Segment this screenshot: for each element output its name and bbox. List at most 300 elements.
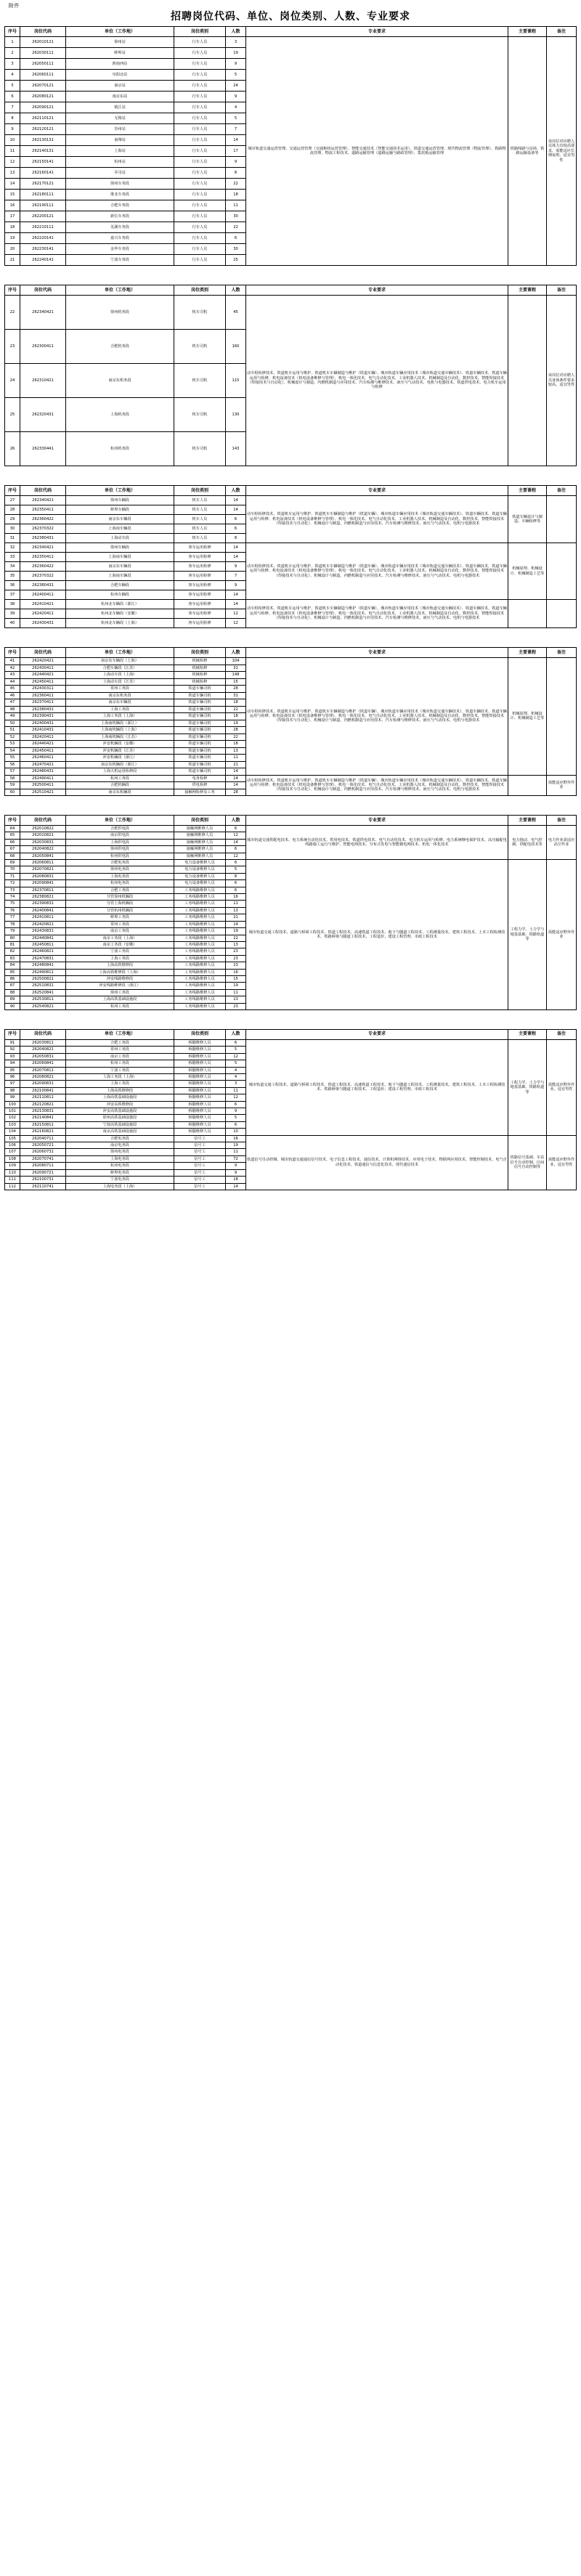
header-no: 序号 (5, 285, 20, 296)
cell-type: 行车人员 (174, 222, 226, 233)
cell-code: 262360411 (20, 692, 66, 699)
cell-unit: 阜阳北站 (66, 70, 174, 81)
cell-count: 6 (226, 826, 246, 832)
cell-major: 城市轨道交通工程技术、道路与桥梁工程技术、铁道工程技术、高速铁道工程技术、地下与隧道工程技术、工程测量技术、建筑工程技术、土木工程检测技术、铁路桥梁与隧道工程技术、工程造价、建设工程管理、市政工程技术 (246, 860, 508, 1010)
cell-remark (547, 543, 577, 600)
header-unit: 单位（工作地） (66, 486, 174, 496)
cell-type: 铁道车辆司机 (174, 706, 226, 713)
cell-no: 54 (5, 747, 20, 755)
cell-unit: 徐州工务段 (66, 989, 174, 996)
cell-code: 262090841 (20, 880, 66, 887)
cell-code: 262050841 (20, 853, 66, 859)
header-course: 主要课程 (508, 816, 547, 826)
cell-count: 12 (226, 1053, 246, 1060)
cell-major: 动车组检修技术、铁道机车运用与维护、铁道机车车辆制造与维护（铁道车辆）、城市轨道车辆应用技术（城市轨道交通车辆技术）、铁道车辆技术、铁道车辆运用与检修、机电设备技术（机电设备维修与管理）、机电一体化技术、电气自动化技术、工业机器人技术、机械制造及自动化、数控技术、智能焊接技术（焊接技术与自动化）、机械设计与制造、内燃机制造与应用技术、汽车检测与维修技术、液压与气动技术、电机与电器技术、铁道供电技术、电力机车运用与检修 (246, 296, 508, 466)
cell-count: 12 (226, 832, 246, 839)
cell-unit: 合肥电务段 (66, 1135, 174, 1142)
header-count: 人数 (226, 816, 246, 826)
cell-count: 9 (226, 59, 246, 70)
cell-type: 桥隧维修人员 (174, 1121, 226, 1128)
cell-no: 107 (5, 1149, 20, 1155)
cell-type: 铁道车辆司机 (174, 720, 226, 727)
header-unit: 单位（工作地） (66, 816, 174, 826)
cell-count: 13 (226, 996, 246, 1003)
cell-no: 9 (5, 124, 20, 135)
cell-count: 148 (226, 672, 246, 679)
cell-code: 262380431 (20, 706, 66, 713)
cell-unit: 上海工务段 (66, 955, 174, 962)
cell-unit: 分管徐州机辆段 (66, 894, 174, 901)
cell-code: 262330441 (20, 432, 66, 466)
cell-major: 动车组检修技术、铁道机车运用与维护、铁道机车车辆制造与维护（铁道车辆）、城市轨道车辆应用技术（城市轨道交通车辆技术）、铁道车辆技术、铁道车辆运用与检修、机电设备技术（机电设备维修与管理）、机电一体化技术、电气自动化技术、工业机器人技术、机械制造及自动化、数控技术、智能焊接技术（焊接技术与自动化）、机械设计与制造、内燃机制造与应用技术、汽车检测与维修技术、液压与气动技术、电机与电器技术 (246, 775, 508, 796)
cell-no: 70 (5, 866, 20, 873)
cell-type: 客车运用检修 (174, 581, 226, 590)
cell-no: 48 (5, 706, 20, 713)
cell-count: 5 (226, 1047, 246, 1053)
cell-type: 接触网维修人员 (174, 832, 226, 839)
cell-unit: 徐州机务段 (66, 296, 174, 330)
table-header-row (5, 486, 577, 496)
cell-unit: 蚌埠电务段 (66, 1169, 174, 1176)
cell-unit: 南京东机务段 (66, 692, 174, 699)
cell-unit: 上海南车辆段 (66, 524, 174, 534)
cell-code: 262090831 (20, 1081, 66, 1087)
cell-count: 15 (226, 975, 246, 982)
header-unit: 单位（工作地） (66, 285, 174, 296)
header-code: 岗位代码 (20, 1029, 66, 1039)
cell-type: 机车人员 (174, 496, 226, 505)
cell-unit: 萍安机辆段（江苏） (66, 747, 174, 755)
cell-code: 262370411 (20, 699, 66, 707)
cell-unit: 上海南车辆段 (66, 553, 174, 562)
cell-count: 8 (226, 534, 246, 543)
cell-type: 工务线路维修人员 (174, 996, 226, 1003)
cell-no: 105 (5, 1135, 20, 1142)
cell-count: 11 (226, 901, 246, 907)
table-row (5, 860, 577, 866)
cell-type: 行车人员 (174, 255, 226, 266)
cell-type: 工务线路维修人员 (174, 907, 226, 914)
header-no: 序号 (5, 648, 20, 658)
cell-no: 98 (5, 1087, 20, 1094)
cell-count: 5 (226, 1060, 246, 1067)
cell-count: 72 (226, 1155, 246, 1162)
cell-count: 19 (226, 1142, 246, 1149)
cell-type: 工务线路维修人员 (174, 894, 226, 901)
cell-code: 262410421 (20, 600, 66, 609)
table-row (5, 37, 577, 48)
cell-no: 4 (5, 70, 20, 81)
cell-unit: 宁波工务段 (66, 1067, 174, 1073)
cell-unit: 无锡站 (66, 113, 174, 124)
cell-count: 10 (226, 1129, 246, 1135)
cell-unit: 徐州电务段 (66, 1149, 174, 1155)
cell-unit: 宁波工务段 (66, 948, 174, 955)
table-row (5, 296, 577, 330)
cell-no: 78 (5, 921, 20, 927)
cell-no: 92 (5, 1047, 20, 1053)
cell-unit: 合肥机辆段 (66, 782, 174, 789)
cell-type: 铁道车辆司机 (174, 741, 226, 748)
cell-code: 262340421 (20, 543, 66, 553)
header-course: 主要课程 (508, 27, 547, 37)
cell-course: 铁路信号基础、车站信号自动控制、区间信号自动控制等 (508, 1135, 547, 1190)
cell-type: 行车人员 (174, 190, 226, 200)
cell-code: 262160141 (20, 168, 66, 179)
cell-type: 行车人员 (174, 135, 226, 146)
header-code: 岗位代码 (20, 648, 66, 658)
table-4 (4, 647, 577, 796)
table-gap (4, 1010, 577, 1029)
cell-count: 4 (226, 1074, 246, 1081)
cell-count: 14 (226, 1183, 246, 1190)
cell-code: 262070121 (20, 81, 66, 92)
table-6 (4, 1029, 577, 1190)
cell-code: 262020821 (20, 832, 66, 839)
cell-type: 客车运用检修 (174, 562, 226, 572)
cell-count: 15 (226, 678, 246, 686)
cell-count: 16 (226, 1135, 246, 1142)
cell-no: 57 (5, 768, 20, 776)
cell-unit: 芜湖车务段 (66, 222, 174, 233)
cell-unit: 南京东车辆段（上海） (66, 658, 174, 665)
cell-unit: 蚌埠工务段 (66, 914, 174, 921)
cell-type: 机车人员 (174, 515, 226, 524)
cell-code: 262100841 (20, 1087, 66, 1094)
cell-type: 行车人员 (174, 157, 226, 168)
cell-course: 电力拖动、电气控制、供配电技术等 (508, 826, 547, 860)
cell-code: 262070811 (20, 1067, 66, 1073)
cell-no: 66 (5, 839, 20, 845)
cell-type: 工务线路维修人员 (174, 935, 226, 941)
cell-unit: 杭州北车辆段（浙江） (66, 600, 174, 609)
cell-no: 39 (5, 609, 20, 619)
cell-type: 桥隧维修人员 (174, 1060, 226, 1067)
cell-unit: 淮南西站 (66, 59, 174, 70)
cell-type: 信号工 (174, 1155, 226, 1162)
header-no: 序号 (5, 27, 20, 37)
cell-count: 18 (226, 699, 246, 707)
cell-type: 供电检修 (174, 782, 226, 789)
cell-type: 行车人员 (174, 179, 226, 190)
cell-unit: 上海动车段（上海） (66, 672, 174, 679)
cell-count: 30 (226, 244, 246, 255)
cell-code: 262060841 (20, 1060, 66, 1067)
cell-unit: 合肥机务段 (66, 330, 174, 364)
cell-code: 262400841 (20, 907, 66, 914)
cell-no: 44 (5, 678, 20, 686)
cell-code: 262360422 (20, 515, 66, 524)
cell-code: 262370322 (20, 524, 66, 534)
cell-no: 111 (5, 1177, 20, 1183)
cell-no: 95 (5, 1067, 20, 1073)
cell-count: 14 (226, 553, 246, 562)
cell-count: 9 (226, 1169, 246, 1176)
cell-code: 262530811 (20, 996, 66, 1003)
cell-code: 262490811 (20, 969, 66, 975)
cell-type: 行车人员 (174, 102, 226, 113)
cell-unit: 合肥车辆段（江苏） (66, 665, 174, 672)
cell-code: 262050721 (20, 1142, 66, 1149)
cell-code: 262310421 (20, 364, 66, 398)
header-type: 岗位类别 (174, 648, 226, 658)
cell-unit: 南京工务段 (66, 928, 174, 935)
cell-no: 56 (5, 761, 20, 768)
cell-count: 9 (226, 1108, 246, 1115)
cell-type: 电力设备维修人员 (174, 873, 226, 879)
cell-count: 23 (226, 948, 246, 955)
cell-count: 16 (226, 969, 246, 975)
cell-unit: 南京东机务段 (66, 364, 174, 398)
cell-code: 262080831 (20, 873, 66, 879)
cell-count: 22 (226, 935, 246, 941)
cell-unit: 南京东车辆段 (66, 515, 174, 524)
cell-no: 47 (5, 699, 20, 707)
cell-code: 262010822 (20, 826, 66, 832)
cell-type: 工务线路维修人员 (174, 975, 226, 982)
cell-no: 21 (5, 255, 20, 266)
cell-type: 信号工 (174, 1135, 226, 1142)
cell-type: 工务线路维修人员 (174, 989, 226, 996)
header-code: 岗位代码 (20, 486, 66, 496)
cell-count: 14 (226, 839, 246, 845)
cell-no: 85 (5, 969, 20, 975)
cell-type: 电力设备维修人员 (174, 866, 226, 873)
cell-unit: 杭州工务段 (66, 775, 174, 782)
cell-type: 桥隧维修人员 (174, 1101, 226, 1108)
cell-type: 工务线路维修人员 (174, 941, 226, 948)
cell-unit: 上海大机运用检修段 (66, 768, 174, 776)
cell-no: 29 (5, 515, 20, 524)
cell-type: 行车人员 (174, 81, 226, 92)
cell-count: 8 (226, 873, 246, 879)
cell-type: 铁道车辆司机 (174, 755, 226, 762)
header-count: 人数 (226, 27, 246, 37)
cell-count: 30 (226, 211, 246, 222)
cell-unit: 镇江站 (66, 102, 174, 113)
cell-code: 262440421 (20, 672, 66, 679)
cell-type: 机车人员 (174, 534, 226, 543)
cell-no: 108 (5, 1155, 20, 1162)
cell-code: 262540821 (20, 1003, 66, 1009)
cell-no: 2 (5, 48, 20, 59)
cell-count: 18 (226, 741, 246, 748)
cell-unit: 分管上海机辆段 (66, 901, 174, 907)
cell-code: 262380821 (20, 894, 66, 901)
cell-no: 18 (5, 222, 20, 233)
cell-count: 14 (226, 921, 246, 927)
cell-count: 23 (226, 1003, 246, 1009)
header-no: 序号 (5, 816, 20, 826)
cell-no: 100 (5, 1101, 20, 1108)
cell-no: 80 (5, 935, 20, 941)
cell-code: 262460411 (20, 755, 66, 762)
cell-no: 86 (5, 975, 20, 982)
cell-type: 客车运用检修 (174, 543, 226, 553)
cell-code: 262370322 (20, 572, 66, 581)
cell-code: 262190111 (20, 200, 66, 211)
cell-type: 铁道车辆司机 (174, 699, 226, 707)
header-remark: 备注 (547, 27, 577, 37)
cell-code: 262420821 (20, 921, 66, 927)
cell-count: 14 (226, 505, 246, 515)
cell-no: 89 (5, 996, 20, 1003)
cell-no: 84 (5, 962, 20, 969)
header-no: 序号 (5, 1029, 20, 1039)
cell-type: 客车运用检修 (174, 553, 226, 562)
cell-no: 35 (5, 572, 20, 581)
cell-unit: 上海电务段（上海） (66, 1183, 174, 1190)
table-1 (4, 26, 577, 266)
cell-no: 38 (5, 600, 20, 609)
cell-no: 28 (5, 505, 20, 515)
cell-code: 262080821 (20, 1074, 66, 1081)
cell-unit: 杭州供电段 (66, 853, 174, 859)
header-course: 主要课程 (508, 486, 547, 496)
cell-code: 262050111 (20, 59, 66, 70)
cell-no: 77 (5, 914, 20, 921)
cell-code: 262130831 (20, 1108, 66, 1115)
table-gap (4, 266, 577, 285)
cell-no: 65 (5, 832, 20, 839)
cell-remark: 需能适应野外作业，适宜男性 (547, 1135, 577, 1190)
cell-unit: 上海南机辆段（浙江） (66, 720, 174, 727)
cell-unit: 南京工务段 (66, 1053, 174, 1060)
cell-no: 36 (5, 581, 20, 590)
cell-type: 铁道车辆司机 (174, 686, 226, 693)
cell-remark (547, 600, 577, 628)
cell-remark: 该岗位对应聘人员体力有较高要求，需能适应长期夜班，适宜男性 (547, 37, 577, 266)
header-major: 专业要求 (246, 285, 508, 296)
cell-no: 53 (5, 741, 20, 748)
cell-unit: 上海南机辆段（江苏） (66, 734, 174, 741)
header-unit: 单位（工作地） (66, 648, 174, 658)
cell-type: 工务线路维修人员 (174, 914, 226, 921)
header-remark: 备注 (547, 486, 577, 496)
cell-count: 115 (226, 364, 246, 398)
cell-no: 68 (5, 853, 20, 859)
cell-code: 262390431 (20, 713, 66, 720)
header-unit: 单位（工作地） (66, 27, 174, 37)
cell-type: 接触网维修人员 (174, 853, 226, 859)
cell-code: 262470831 (20, 955, 66, 962)
cell-code: 262340421 (20, 296, 66, 330)
cell-type: 电力设备维修人员 (174, 860, 226, 866)
cell-no: 73 (5, 887, 20, 893)
cell-no: 71 (5, 873, 20, 879)
cell-type: 机车司机 (174, 398, 226, 432)
cell-count: 14 (226, 496, 246, 505)
cell-type: 行车人员 (174, 37, 226, 48)
cell-count: 16 (226, 894, 246, 901)
document-page (0, 0, 581, 1190)
cell-code: 262300411 (20, 330, 66, 364)
cell-no: 6 (5, 92, 20, 102)
cell-major: 城市轨道交通工程技术、道路与桥梁工程技术、铁道工程技术、高速铁道工程技术、地下与隧道工程技术、工程测量技术、建筑工程技术、土木工程检测技术、铁路桥梁与隧道工程技术、工程造价、建设工程管理、市政工程技术 (246, 1039, 508, 1135)
cell-count: 130 (226, 398, 246, 432)
cell-unit: 南京工务段（上海） (66, 935, 174, 941)
cell-count: 22 (226, 179, 246, 190)
cell-type: 桥隧维修人员 (174, 1047, 226, 1053)
cell-type: 客车运用检修 (174, 619, 226, 628)
cell-major: 动车组检修技术、铁道机车运用与维护、铁道机车车辆制造与维护（铁道车辆）、城市轨道车辆应用技术（城市轨道交通车辆技术）、铁道车辆技术、铁道车辆运用与检修、机电设备技术（机电设备维修与管理）、机电一体化技术、电气自动化技术、工业机器人技术、机械制造及自动化、数控技术、智能焊接技术（焊接技术与自动化）、机械设计与制造、内燃机制造与应用技术、汽车检测与维修技术、液压与气动技术、电机与电器技术 (246, 496, 508, 543)
cell-type: 行车人员 (174, 124, 226, 135)
cell-no: 42 (5, 665, 20, 672)
cell-count: 25 (226, 255, 246, 266)
cell-no: 23 (5, 330, 20, 364)
cell-unit: 徐州车辆段 (66, 543, 174, 553)
cell-code: 262510421 (20, 789, 66, 796)
header-code: 岗位代码 (20, 27, 66, 37)
header-major: 专业要求 (246, 27, 508, 37)
cell-code: 262180111 (20, 190, 66, 200)
cell-count: 6 (226, 880, 246, 887)
cell-type: 行车人员 (174, 70, 226, 81)
cell-unit: 新长车务段 (66, 211, 174, 222)
cell-count: 19 (226, 48, 246, 59)
cell-type: 信号工 (174, 1177, 226, 1183)
cell-code: 262060811 (20, 860, 66, 866)
cell-no: 87 (5, 983, 20, 989)
cell-count: 21 (226, 914, 246, 921)
cell-remark: 需能适应野外作业 (547, 775, 577, 796)
cell-unit: 上海南机辆段（上海） (66, 727, 174, 734)
cell-unit: 萍安高铁基础设施段 (66, 1108, 174, 1115)
table-gap (4, 628, 577, 647)
cell-remark (547, 496, 577, 543)
cell-count: 31 (226, 665, 246, 672)
cell-no: 24 (5, 364, 20, 398)
cell-course: 机械原理、机械设计、机械制造工艺等 (508, 658, 547, 776)
cell-no: 16 (5, 200, 20, 211)
cell-code: 262450811 (20, 941, 66, 948)
cell-no: 88 (5, 989, 20, 996)
cell-unit: 上海高铁维修段 (66, 962, 174, 969)
cell-no: 72 (5, 880, 20, 887)
cell-code: 262110121 (20, 113, 66, 124)
cell-count: 13 (226, 907, 246, 914)
cell-no: 90 (5, 1003, 20, 1009)
cell-code: 262090121 (20, 102, 66, 113)
cell-count: 28 (226, 686, 246, 693)
cell-unit: 嘉兴车务段 (66, 233, 174, 244)
cell-unit: 常州工务段 (66, 1047, 174, 1053)
cell-no: 74 (5, 894, 20, 901)
cell-type: 工务线路维修人员 (174, 983, 226, 989)
cell-no: 93 (5, 1053, 20, 1060)
header-course: 主要课程 (508, 285, 547, 296)
cell-count: 31 (226, 692, 246, 699)
cell-major: 城市轨道交通运营管理、交通运营管理（交通枢纽运营管理）、智能交通技术（智能交通技术运用）、铁道交通运营管理、现代物流管理（物流管理）、铁路物流管理、物流工程技术、道路运输管理（道路运输与路政管理）、集装箱运输管理 (246, 37, 508, 266)
cell-remark: 该岗位对应聘人员身体条件要求较高，适宜男性 (547, 296, 577, 466)
cell-no: 82 (5, 948, 20, 955)
cell-code: 262500411 (20, 782, 66, 789)
cell-code: 262380431 (20, 581, 66, 590)
cell-type: 桥隧维修人员 (174, 1115, 226, 1121)
header-type: 岗位类别 (174, 1029, 226, 1039)
cell-no: 64 (5, 826, 20, 832)
cell-count: 12 (226, 1094, 246, 1101)
table-row (5, 600, 577, 609)
cell-no: 32 (5, 543, 20, 553)
cell-unit: 上海电务段 (66, 1155, 174, 1162)
table-row (5, 496, 577, 505)
cell-type: 铁道车辆司机 (174, 747, 226, 755)
cell-no: 49 (5, 713, 20, 720)
cell-count: 3 (226, 37, 246, 48)
cell-count: 14 (226, 768, 246, 776)
cell-code: 262080121 (20, 92, 66, 102)
